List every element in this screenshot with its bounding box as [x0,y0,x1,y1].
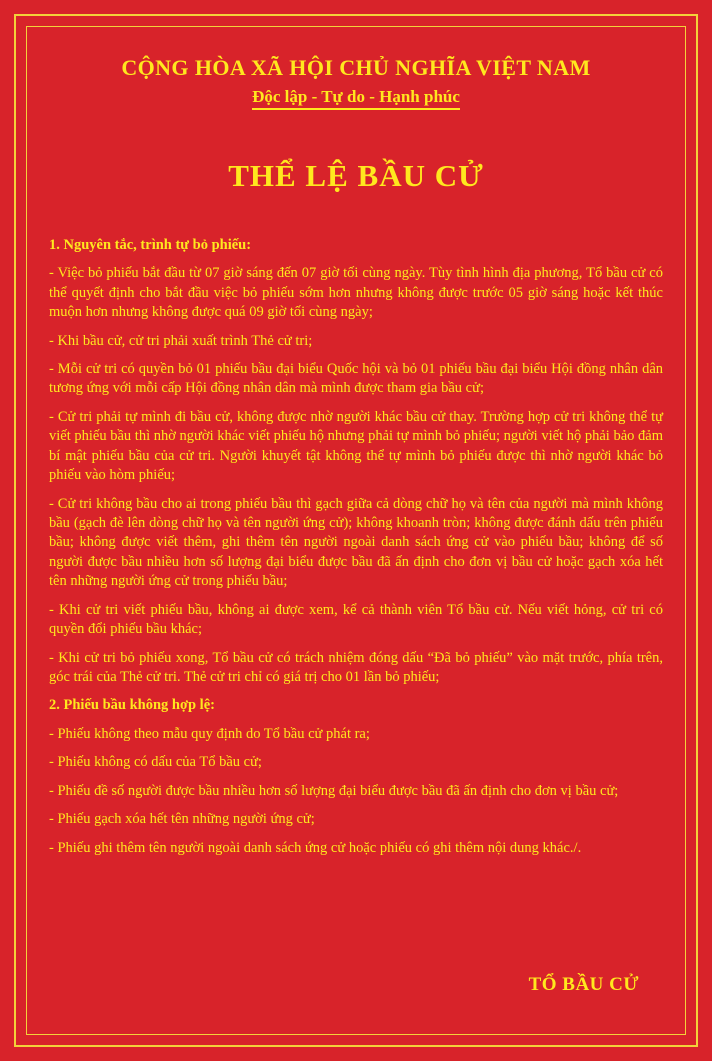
national-motto [49,87,663,107]
rule-paragraph: - Cử tri không bầu cho ai trong phiếu bầu thì gạch giữa cả dòng chữ họ và tên của người mà mình không bầu (gạch đè lên dòng chữ họ và tên người ứng cử); không khoanh tròn; không được đánh dấu trên phiếu bầu; không được viết thêm, ghi thêm tên người ngoài danh sách ứng cử vào phiếu bầu; không để số người được bầu nhiều hơn số lượng đại biểu được bầu đã ấn định cho đơn vị bầu cử hoặc gạch xóa hết tên những người ứng cử trong phiếu bầu; [49,495,663,590]
rule-paragraph: - Mỗi cử tri có quyền bỏ 01 phiếu bầu đại biểu Quốc hội và bỏ 01 phiếu bầu đại biểu Hội đồng nhân dân tương ứng với mỗi cấp Hội đồng nhân dân mà mình được tham gia bầu cử; [49,361,663,397]
national-title: CỘNG HÒA XÃ HỘI CHỦ NGHĨA VIỆT NAM [121,55,591,80]
page-title: THỂ LỆ BẦU CỬ [228,157,484,193]
rule-paragraph: - Phiếu không có dấu của Tổ bầu cử; [49,754,262,771]
rule-paragraph: - Phiếu gạch xóa hết tên những người ứng cử; [49,811,315,828]
section-voting-principles [49,236,663,688]
poster-outer-border [14,14,698,1047]
rule-paragraph: - Phiếu ghi thêm tên người ngoài danh sách ứng cử hoặc phiếu có ghi thêm nội dung khác./. [49,839,582,856]
rule-paragraph: - Phiếu đề số người được bầu nhiều hơn số lượng đại biểu được bầu đã ấn định cho đơn vị bầu cử; [49,782,619,799]
poster-inner-border [26,26,686,1035]
signature-block: TỔ BẦU CỬ [528,974,639,995]
rule-paragraph: - Việc bỏ phiếu bắt đầu từ 07 giờ sáng đến 07 giờ tối cùng ngày. Tùy tình hình địa phương, Tổ bầu cử có thể quyết định cho bắt đầu việc bỏ phiếu sớm hơn nhưng không được trước 05 giờ sáng hoặc kết thúc muộn hơn nhưng không được quá 09 giờ tối cùng ngày; [49,265,663,321]
rule-paragraph: - Cử tri phải tự mình đi bầu cử, không được nhờ người khác bầu cử thay. Trường hợp cử tri không thể tự viết phiếu bầu thì nhờ người khác viết phiếu hộ nhưng phải tự mình bỏ phiếu; người viết hộ phải bảo đảm bí mật phiếu bầu của cử tri. Người khuyết tật không thể tự mình bỏ phiếu được thì nhờ người khác bỏ phiếu vào hòm phiếu; [49,408,663,484]
rule-paragraph: - Khi bầu cử, cử tri phải xuất trình Thẻ cử tri; [49,332,313,349]
section-heading: 1. Nguyên tắc, trình tự bỏ phiếu: [49,236,252,253]
national-motto-text: Độc lập - Tự do - Hạnh phúc [252,87,460,110]
document-body [49,236,663,858]
section-invalid-ballots [49,696,663,858]
rule-paragraph: - Phiếu không theo mẫu quy định do Tổ bầu cử phát ra; [49,725,370,742]
section-heading: 2. Phiếu bầu không hợp lệ: [49,697,215,714]
rule-paragraph: - Khi cử tri bỏ phiếu xong, Tổ bầu cử có trách nhiệm đóng dấu “Đã bỏ phiếu” vào mặt trước, phía trên, góc trái của Thẻ cử tri. Thẻ cử tri chỉ có giá trị cho 01 lần bỏ phiếu; [49,649,663,685]
rule-paragraph: - Khi cử tri viết phiếu bầu, không ai được xem, kể cả thành viên Tổ bầu cử. Nếu viết hỏng, cử tri có quyền đổi phiếu bầu khác; [49,601,663,638]
